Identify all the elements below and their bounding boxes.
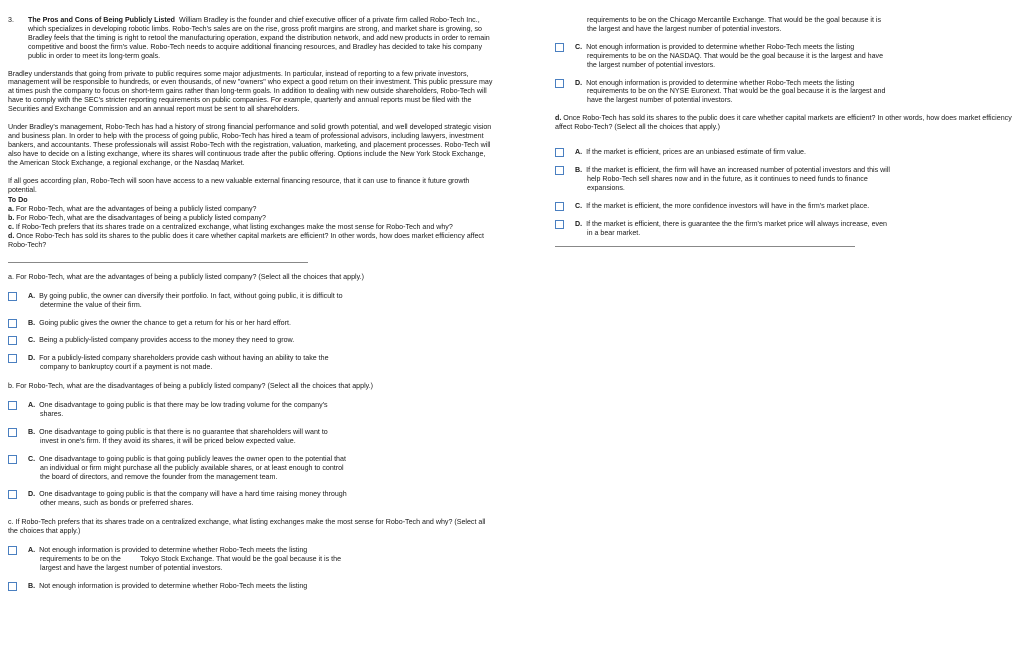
separator <box>8 262 308 263</box>
qc-option-d[interactable]: D. Not enough information is provided to determine whether Robo-Tech meets the listing requirements to be on the NYSE Euronext. That would be the goal because it is the largest and have the largest number of potential investors. <box>555 79 1020 106</box>
checkbox[interactable] <box>555 79 564 88</box>
question-b-prompt: b. For Robo-Tech, what are the disadvantages of being a publicly listed company? (Select all the choices that apply.) <box>8 382 374 391</box>
qc-option-b[interactable]: B. Not enough information is provided to determine whether Robo-Tech meets the listing <box>8 582 493 591</box>
question-a-prompt: a. For Robo-Tech, what are the advantages of being a publicly listed company? (Select all the choices that apply.) <box>8 272 364 281</box>
qc-option-b-continued: requirements to be on the Chicago Mercantile Exchange. That would be the goal because it is the largest and have the largest number of potential investors. <box>587 16 882 33</box>
checkbox[interactable] <box>8 455 17 464</box>
qa-option-c[interactable]: C. Being a publicly-listed company provides access to the money they need to grow. <box>8 336 493 345</box>
qb-option-d[interactable]: D. One disadvantage to going public is that the company will have a hard time raising money through other means, such as bonds or preferred shares. <box>8 490 493 508</box>
question-c-prompt: c. If Robo-Tech prefers that its shares trade on a centralized exchange, what listing exchanges make the most sense for Robo-Tech and why? (Select all the choices that apply.) <box>8 518 486 536</box>
question-d-prompt: d. Once Robo-Tech has sold its shares to the public does it care whether capital markets are efficient? In other words, how does market efficiency affect Robo-Tech? (Select all the choices that apply.) <box>555 114 1012 132</box>
checkbox[interactable] <box>8 490 17 499</box>
qd-option-b[interactable]: B. If the market is efficient, the firm will have an increased number of potential investors and this will help Robo-Tech sell shares now and in the future, as it continues to need funds to finance expansions. <box>555 166 1020 193</box>
checkbox[interactable] <box>8 582 17 591</box>
checkbox[interactable] <box>555 220 564 229</box>
checkbox[interactable] <box>555 202 564 211</box>
checkbox[interactable] <box>8 354 17 363</box>
checkbox[interactable] <box>8 401 17 410</box>
qb-option-a[interactable]: A. One disadvantage to going public is that there may be low trading volume for the company's shares. <box>8 401 493 419</box>
qd-option-a[interactable]: A. If the market is efficient, prices are an unbiased estimate of firm value. <box>555 148 1020 157</box>
right-column <box>555 16 1020 247</box>
checkbox[interactable] <box>8 546 17 555</box>
paragraph-2: Bradley understands that going from private to public requires some major adjustments. In particular, instead of reporting to a few private investors, management will be responsible to hundreds, or even thousands, of new "owners" who expect a good return on their investment. This public pressure may at times push the company to focus on short-term gains rather than long-term goals. In addition to dealing with new outside shareholders, Robo-Tech will have to comply with the SEC's stricter reporting requirements on public companies. For example, quarterly and annual reports must be filed with the Securities and Exchange Commission and an annual report must be sent to all shareholders. <box>8 69 493 114</box>
checkbox[interactable] <box>555 43 564 52</box>
todo-heading: To Do <box>8 196 28 205</box>
checkbox[interactable] <box>555 166 564 175</box>
qc-option-c[interactable]: C. Not enough information is provided to determine whether Robo-Tech meets the listing requirements to be on the NASDAQ. That would be the goal because it is the largest and have the largest number of potential investors. <box>555 43 1020 70</box>
qd-option-d[interactable]: D. If the market is efficient, there is guarantee the the firm's market price will always increase, even in a bear market. <box>555 220 1020 238</box>
checkbox[interactable] <box>8 319 17 328</box>
separator <box>555 246 855 247</box>
qa-option-b[interactable]: B. Going public gives the owner the chance to get a return for his or her hard effort. <box>8 319 493 328</box>
paragraph-3: Under Bradley's management, Robo-Tech has had a history of strong financial performance and solid growth potential, and well developed strategic vision and business plan. In order to help with the process of going public, Robo-Tech has hired a team of professional advisors, including lawyers, investment bankers, and accountants. These professionals will assist Robo-Tech with the registration, valuation, marketing, and placement processes. Robo-Tech will also have to decide on a listing exchange, where its shares will continuous trade after the public offering. Options include the New York Stock Exchange, the American Stock Exchange, a regional exchange, or the Nasdaq Market. <box>8 123 492 167</box>
qa-option-a[interactable]: A. By going public, the owner can diversify their portfolio. In fact, without going public, it is difficult to determine the value of their firm. <box>8 292 493 310</box>
checkbox[interactable] <box>8 292 17 301</box>
qc-option-a[interactable]: A. Not enough information is provided to determine whether Robo-Tech meets the listing requirements to be on the Tokyo Stock Exchange. That would be the goal because it is the largest and have the largest number of potential investors. <box>8 546 493 573</box>
qa-option-d[interactable]: D. For a publicly-listed company shareholders provide cash without having an ability to take the company to bankruptcy court if a payment is not made. <box>8 354 493 372</box>
paragraph-4: If all goes according plan, Robo-Tech will soon have access to a new valuable external financing resource, that it can use to finance it future growth potential. <box>8 176 470 194</box>
todo-item-d: d. Once Robo-Tech has sold its shares to the public does it care whether capital markets are efficient? In other words, how does market efficiency affect Robo-Tech? <box>8 232 484 249</box>
left-column <box>8 16 493 600</box>
qd-option-c[interactable]: C. If the market is efficient, the more confidence investors will have in the firm's market place. <box>555 202 1020 211</box>
checkbox[interactable] <box>8 428 17 437</box>
todo-item-a: a. For Robo-Tech, what are the advantages of being a publicly listed company? <box>8 205 257 214</box>
checkbox[interactable] <box>8 336 17 345</box>
todo-item-c: c. If Robo-Tech prefers that its shares trade on a centralized exchange, what listing exchanges make the most sense for Robo-Tech and why? <box>8 223 453 232</box>
qb-option-c[interactable]: C. One disadvantage to going public is that going publicly leaves the owner open to the potential that an individual or firm might purchase all the publicly available shares, or at least enough to control the board of directors, and remove the founder from the management team. <box>8 455 493 482</box>
problem-title: The Pros and Cons of Being Publicly Listed <box>28 16 176 24</box>
intro-text: William Bradley is the founder and chief executive officer of a private firm called Robo-Tech Inc., which specializes in developing robotic limbs. Robo-Tech's sales are on the rise, gross profit margins are strong, and market share is growing, so Bradley feels that the timing is right to retool the manufacturing operation, expand the distribution network, and add new products in order to remain competitive and boost the firm's value. Robo-Tech needs to acquire additional financing resources, and Bradley has decided to take his company public in order to meet its long-term goals. <box>28 16 490 60</box>
problem-number: 3. <box>8 16 14 24</box>
checkbox[interactable] <box>555 148 564 157</box>
problem-intro <box>28 16 493 61</box>
qb-option-b[interactable]: B. One disadvantage to going public is that there is no guarantee that shareholders will want to invest in one's firm. If they avoid its shares, it will be priced below expected value. <box>8 428 493 446</box>
todo-item-b: b. For Robo-Tech, what are the disadvantages of being a publicly listed company? <box>8 214 266 223</box>
